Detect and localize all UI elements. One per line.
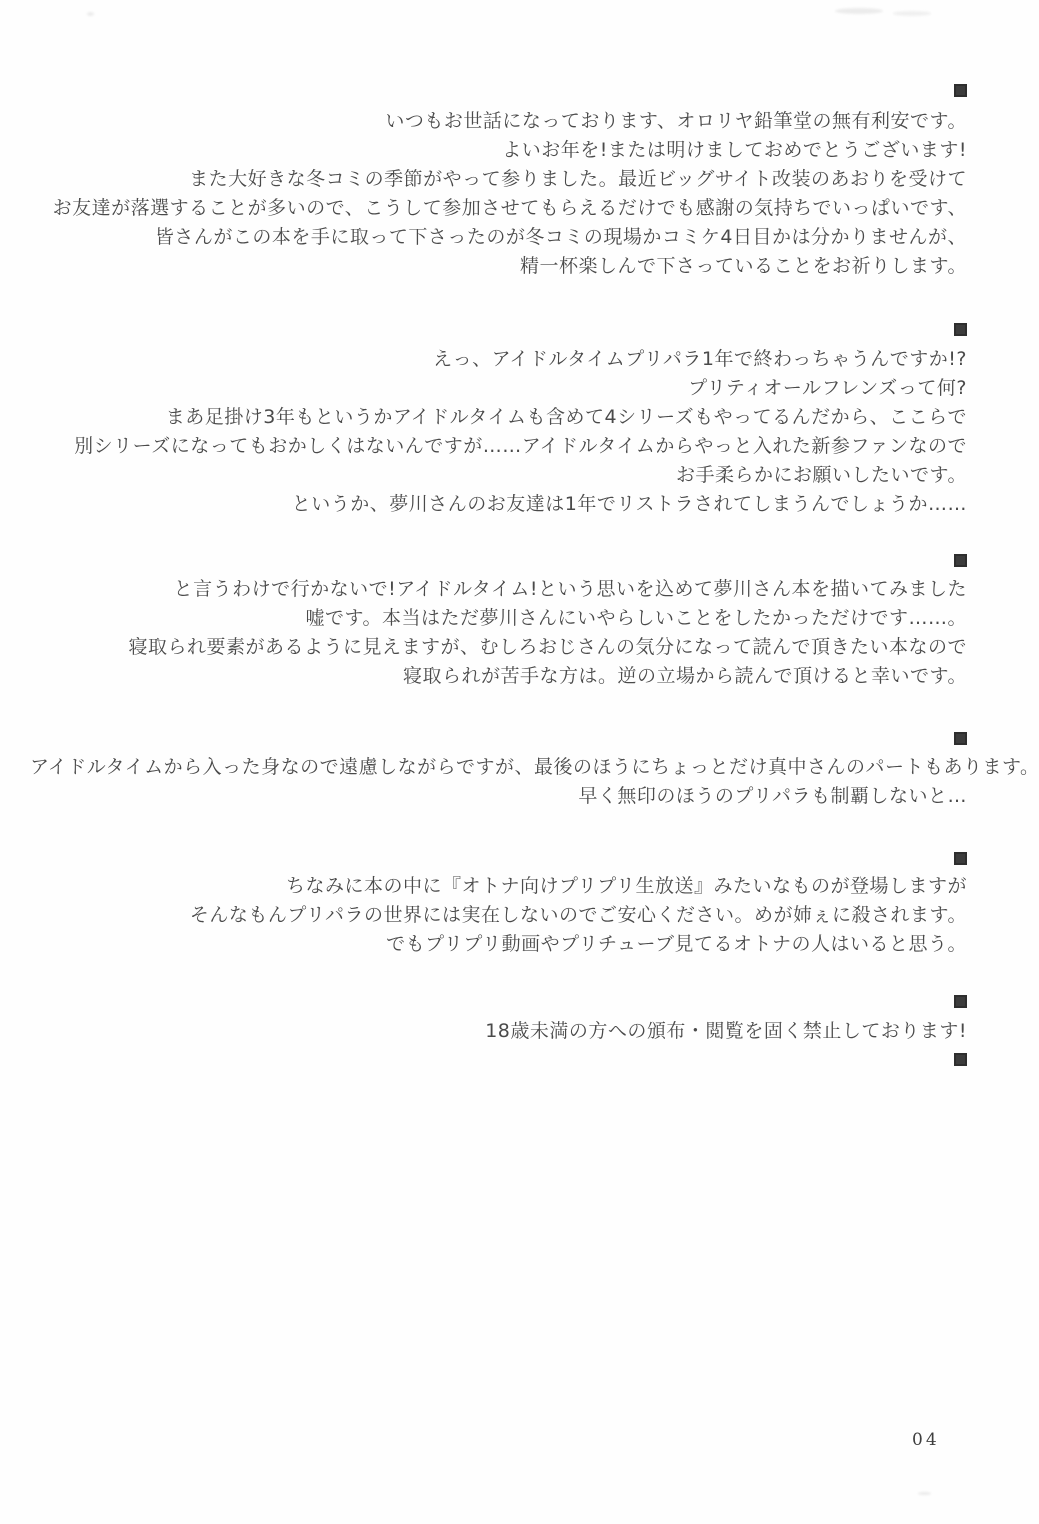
scan-artifact xyxy=(835,8,883,14)
afterword-section-series xyxy=(30,345,967,519)
text-line: 別シリーズになってもおかしくはないんですが……アイドルタイムからやっと入れた新参ファンなので xyxy=(74,435,967,457)
text-line: 皆さんがこの本を手に取って下さったのが冬コミの現場かコミケ4日目かは分かりませんが、 xyxy=(154,226,967,248)
text-line: 早く無印のほうのプリパラも制覇しないと… xyxy=(578,785,967,807)
afterword-section-book xyxy=(30,575,967,691)
section-marker-icon xyxy=(954,554,967,567)
text-line: また大好きな冬コミの季節がやって参りました。最近ビッグサイト改装のあおりを受けて xyxy=(189,168,967,190)
text-line: まあ足掛け3年もというかアイドルタイムも含めて4シリーズもやってるんだから、ここらで xyxy=(165,406,967,428)
afterword-section-greeting xyxy=(30,107,967,281)
text-line: いつもお世話になっております、オロリヤ鉛筆堂の無有利安です。 xyxy=(385,110,967,132)
text-line: 精一杯楽しんで下さっていることをお祈りします。 xyxy=(520,255,967,277)
text-line: ちなみに本の中に『オトナ向けプリプリ生放送』みたいなものが登場しますが xyxy=(286,875,967,897)
text-line: というか、夢川さんのお友達は1年でリストラされてしまうんでしょうか…… xyxy=(291,493,967,515)
text-line: と言うわけで行かないで!アイドルタイム!という思いを込めて夢川さん本を描いてみました xyxy=(173,578,967,600)
afterword-section-age-notice xyxy=(30,1017,967,1046)
text-line: 嘘です。本当はただ夢川さんにいやらしいことをしたかっただけです……。 xyxy=(305,607,967,629)
scan-artifact xyxy=(918,1492,931,1495)
section-marker-icon xyxy=(954,84,967,97)
section-marker-icon xyxy=(954,852,967,865)
section-marker-icon xyxy=(954,1053,967,1066)
text-line: 寝取られが苦手な方は。逆の立場から読んで頂けると幸いです。 xyxy=(403,665,967,687)
text-line: プリティオールフレンズって何? xyxy=(688,377,967,399)
section-marker-icon xyxy=(954,732,967,745)
page-number: 04 xyxy=(912,1430,940,1450)
text-line: 寝取られ要素があるように見えますが、むしろおじさんの気分になって読んで頂きたい本なので xyxy=(128,636,967,658)
scan-artifact xyxy=(87,12,94,16)
text-line: お友達が落選することが多いので、こうして参加させてもらえるだけでも感謝の気持ちでいっぱいです、 xyxy=(52,197,967,219)
afterword-section-extra xyxy=(30,753,1039,811)
text-line: アイドルタイムから入った身なので遠慮しながらですが、最後のほうにちょっとだけ真中さんのパートもあります。 xyxy=(30,756,1039,778)
scan-artifact xyxy=(893,11,931,16)
text-line: お手柔らかにお願いしたいです。 xyxy=(676,464,967,486)
text-line: でもプリプリ動画やプリチューブ見てるオトナの人はいると思う。 xyxy=(386,933,967,955)
text-line: 18歳未満の方への頒布・閲覧を固く禁止しております! xyxy=(485,1020,967,1042)
text-line: よいお年を!または明けましておめでとうございます! xyxy=(502,139,967,161)
section-marker-icon xyxy=(954,323,967,336)
text-line: えっ、アイドルタイムプリパラ1年で終わっちゃうんですか!? xyxy=(433,348,967,370)
text-line: そんなもんプリパラの世界には実在しないのでご安心ください。めが姉ぇに殺されます。 xyxy=(189,904,967,926)
afterword-section-disclaimer xyxy=(30,872,967,959)
section-marker-icon xyxy=(954,995,967,1008)
